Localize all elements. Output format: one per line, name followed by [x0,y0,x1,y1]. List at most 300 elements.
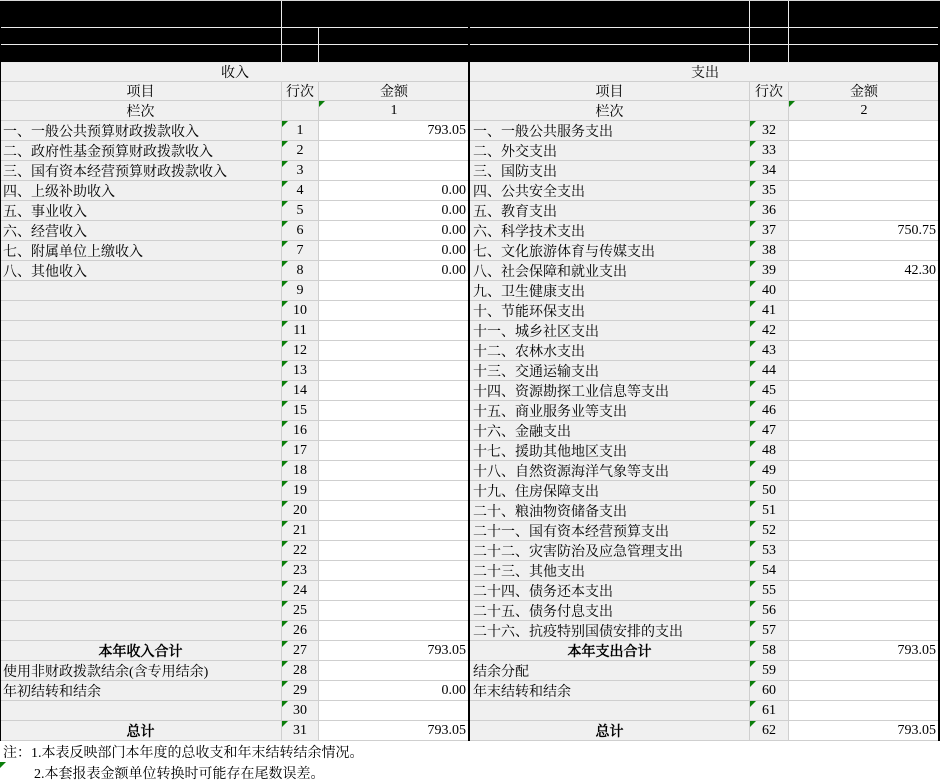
row-number-cell[interactable] [282,641,319,661]
item-cell[interactable] [470,701,750,721]
item-cell[interactable]: 年末结转和结余 [470,681,750,701]
note-line-1: 注：1.本表反映部门本年度的总收支和年末结转结余情况。 [3,745,364,761]
amount-cell[interactable] [319,421,470,441]
amount-cell[interactable] [319,361,470,381]
item-cell[interactable] [0,341,282,361]
item-cell[interactable]: 一、一般公共预算财政拨款收入 [0,121,282,141]
row-number-cell[interactable] [282,381,319,401]
amount-cell[interactable] [319,601,470,621]
amount-cell[interactable]: 42.30 [789,261,940,281]
column-index-cell[interactable] [789,101,940,121]
item-cell[interactable] [0,461,282,481]
item-cell[interactable]: 结余分配 [470,661,750,681]
amount-cell[interactable] [319,281,470,301]
row-number-cell[interactable] [750,261,789,281]
item-cell[interactable] [0,281,282,301]
row-number-value: 27 [293,642,307,658]
expenditure-section-title[interactable]: 支出 [470,63,940,82]
row-number-cell[interactable] [750,321,789,341]
item-cell[interactable]: 九、卫生健康支出 [470,281,750,301]
error-indicator-icon [750,661,756,667]
redacted-cell[interactable] [0,45,282,63]
item-cell[interactable] [0,481,282,501]
row-number-value: 54 [762,562,776,578]
column-index-value: 2 [860,102,868,118]
item-cell[interactable]: 三、国防支出 [470,161,750,181]
row-number-value: 59 [762,662,776,678]
item-cell[interactable]: 十四、资源勘探工业信息等支出 [470,381,750,401]
error-indicator-icon [282,581,288,587]
error-indicator-icon [750,421,756,427]
amount-cell[interactable] [789,501,940,521]
amount-cell[interactable] [789,561,940,581]
item-cell[interactable]: 本年支出合计 [470,641,750,661]
row-number-value: 30 [293,702,307,718]
amount-cell[interactable]: 750.75 [789,221,940,241]
item-cell[interactable]: 五、事业收入 [0,201,282,221]
row-number-value: 20 [293,502,307,518]
error-indicator-icon [750,561,756,567]
amount-cell[interactable] [789,161,940,181]
redacted-cell[interactable] [469,28,750,45]
amount-cell[interactable] [319,661,470,681]
error-indicator-icon [282,481,288,487]
redacted-cell[interactable] [750,1,789,28]
error-indicator-icon [750,441,756,447]
amount-cell[interactable] [319,481,470,501]
expenditure-rows [470,121,940,741]
error-indicator-icon [282,141,288,147]
notes [0,741,940,784]
amount-cell[interactable] [789,481,940,501]
row-number-cell[interactable] [750,641,789,661]
row-number-value: 36 [762,202,776,218]
error-indicator-icon [750,721,756,727]
item-cell[interactable]: 十一、城乡社区支出 [470,321,750,341]
row-number-cell[interactable] [282,301,319,321]
error-indicator-icon [282,721,288,727]
row-number-value: 8 [296,262,304,278]
row-number-value: 44 [762,362,776,378]
row-number-value: 38 [762,242,776,258]
amount-cell[interactable] [789,461,940,481]
amount-cell[interactable] [319,581,470,601]
amount-cell[interactable]: 793.05 [789,641,940,661]
amount-cell[interactable]: 0.00 [319,241,470,261]
amount-cell[interactable] [789,241,940,261]
redacted-cell[interactable] [0,1,282,28]
item-cell[interactable]: 十九、住房保障支出 [470,481,750,501]
item-cell[interactable]: 十、节能环保支出 [470,301,750,321]
row-number-cell[interactable] [750,421,789,441]
amount-cell[interactable] [789,421,940,441]
item-cell[interactable]: 十八、自然资源海洋气象等支出 [470,461,750,481]
item-cell[interactable] [0,601,282,621]
amount-cell[interactable] [789,621,940,641]
error-indicator-icon [282,521,288,527]
row-number-cell[interactable] [750,501,789,521]
row-number-value: 23 [293,562,307,578]
note-line-2 [0,762,940,783]
item-cell[interactable]: 十七、援助其他地区支出 [470,441,750,461]
row-number-cell[interactable] [750,601,789,621]
row-number-value: 6 [296,222,304,238]
amount-cell[interactable] [789,121,940,141]
row-number-value: 15 [293,402,307,418]
column-header-amount[interactable]: 金额 [319,82,470,101]
redacted-cell[interactable] [282,28,319,45]
row-number-cell[interactable] [282,221,319,241]
item-cell[interactable]: 八、其他收入 [0,261,282,281]
redacted-cell[interactable] [789,45,940,63]
amount-cell[interactable] [319,501,470,521]
item-cell[interactable]: 二十四、债务还本支出 [470,581,750,601]
row-number-cell[interactable] [282,501,319,521]
error-indicator-icon [282,421,288,427]
lanci-blank-cell[interactable] [282,101,319,121]
row-number-cell[interactable] [750,521,789,541]
amount-cell[interactable] [789,661,940,681]
item-cell[interactable] [0,581,282,601]
redacted-cell[interactable] [750,28,789,45]
row-number-cell[interactable] [282,161,319,181]
item-cell[interactable]: 七、附属单位上缴收入 [0,241,282,261]
amount-cell[interactable] [789,381,940,401]
row-number-cell[interactable] [750,541,789,561]
column-header-item[interactable]: 项目 [0,82,282,101]
row-number-cell[interactable] [282,521,319,541]
row-number-cell[interactable] [750,221,789,241]
item-cell[interactable]: 本年收入合计 [0,641,282,661]
row-number-value: 40 [762,282,776,298]
item-cell[interactable]: 二十二、灾害防治及应急管理支出 [470,541,750,561]
item-cell[interactable] [0,441,282,461]
income-section-title[interactable]: 收入 [0,63,470,82]
amount-cell[interactable] [789,181,940,201]
amount-cell[interactable] [789,201,940,221]
item-cell[interactable]: 二十、粮油物资储备支出 [470,501,750,521]
row-number-value: 18 [293,462,307,478]
income-rows [0,121,470,741]
redacted-cell[interactable] [282,1,750,28]
row-number-cell[interactable] [282,601,319,621]
error-indicator-icon [282,381,288,387]
error-indicator-icon [750,461,756,467]
row-number-cell[interactable] [750,361,789,381]
row-number-cell[interactable] [282,401,319,421]
row-number-cell[interactable] [282,421,319,441]
item-cell[interactable]: 二、政府性基金预算财政拨款收入 [0,141,282,161]
row-number-value: 46 [762,402,776,418]
row-number-cell[interactable] [282,441,319,461]
table-body [0,63,940,741]
item-cell[interactable] [0,701,282,721]
amount-cell[interactable]: 0.00 [319,681,470,701]
redacted-header [0,1,940,63]
row-number-cell[interactable] [282,281,319,301]
amount-cell[interactable]: 0.00 [319,261,470,281]
error-indicator-icon [750,241,756,247]
row-number-cell[interactable] [282,541,319,561]
amount-cell[interactable] [789,301,940,321]
item-cell[interactable]: 四、上级补助收入 [0,181,282,201]
amount-cell[interactable] [789,321,940,341]
item-cell[interactable] [0,421,282,441]
row-number-cell[interactable] [750,301,789,321]
row-number-value: 12 [293,342,307,358]
row-number-cell[interactable] [750,381,789,401]
amount-cell[interactable] [319,441,470,461]
amount-cell[interactable] [319,461,470,481]
row-number-value: 41 [762,302,776,318]
row-number-value: 58 [762,642,776,658]
row-number-cell[interactable] [750,341,789,361]
row-number-value: 17 [293,442,307,458]
row-number-cell[interactable] [750,701,789,721]
error-indicator-icon [282,261,288,267]
item-cell[interactable] [0,521,282,541]
row-number-cell[interactable] [282,341,319,361]
row-number-cell[interactable] [282,241,319,261]
error-indicator-icon [750,481,756,487]
error-indicator-icon [750,301,756,307]
row-number-value: 16 [293,422,307,438]
income-section [0,63,470,741]
row-number-value: 19 [293,482,307,498]
column-header-item[interactable]: 项目 [470,82,750,101]
column-index-cell[interactable] [319,101,470,121]
row-number-cell[interactable] [282,181,319,201]
expenditure-section [470,63,940,741]
row-number-cell[interactable] [282,361,319,381]
row-number-cell[interactable] [750,121,789,141]
amount-cell[interactable] [789,701,940,721]
row-number-value: 25 [293,602,307,618]
item-cell[interactable]: 八、社会保障和就业支出 [470,261,750,281]
row-number-value: 21 [293,522,307,538]
redacted-cell[interactable] [319,28,469,45]
row-number-value: 34 [762,162,776,178]
column-header-row-no[interactable]: 行次 [282,82,319,101]
amount-cell[interactable] [789,521,940,541]
row-number-cell[interactable] [282,141,319,161]
error-indicator-icon [750,281,756,287]
row-number-cell[interactable] [750,461,789,481]
row-number-cell[interactable] [282,461,319,481]
error-indicator-icon [282,541,288,547]
amount-cell[interactable] [789,601,940,621]
amount-cell[interactable] [319,381,470,401]
amount-cell[interactable]: 793.05 [319,121,470,141]
section-divider [468,1,470,741]
item-cell[interactable] [0,501,282,521]
error-indicator-icon [750,641,756,647]
column-header-amount[interactable]: 金额 [789,82,940,101]
error-indicator-icon [750,261,756,267]
row-number-value: 14 [293,382,307,398]
row-number-value: 55 [762,582,776,598]
error-indicator-icon [750,621,756,627]
item-cell[interactable]: 四、公共安全支出 [470,181,750,201]
lanci-label-cell[interactable]: 栏次 [0,101,282,121]
error-indicator-icon [750,201,756,207]
item-cell[interactable]: 二、外交支出 [470,141,750,161]
amount-cell[interactable] [789,281,940,301]
amount-cell[interactable]: 0.00 [319,221,470,241]
row-number-value: 26 [293,622,307,638]
row-number-cell[interactable] [750,141,789,161]
item-cell[interactable]: 二十一、国有资本经营预算支出 [470,521,750,541]
row-number-cell[interactable] [750,721,789,741]
row-number-cell[interactable] [282,481,319,501]
amount-cell[interactable] [319,141,470,161]
row-number-cell[interactable] [282,721,319,741]
amount-cell[interactable] [319,561,470,581]
item-cell[interactable]: 六、科学技术支出 [470,221,750,241]
amount-cell[interactable]: 793.05 [319,641,470,661]
item-cell[interactable]: 二十五、债务付息支出 [470,601,750,621]
item-cell[interactable]: 总计 [0,721,282,741]
row-number-value: 31 [293,722,307,738]
amount-cell[interactable] [319,341,470,361]
error-indicator-icon [282,281,288,287]
amount-cell[interactable]: 0.00 [319,181,470,201]
amount-cell[interactable] [319,541,470,561]
row-number-cell[interactable] [750,441,789,461]
amount-cell[interactable] [319,521,470,541]
redacted-cell[interactable] [282,45,319,63]
column-header-row-no[interactable]: 行次 [750,82,789,101]
row-number-cell[interactable] [282,701,319,721]
row-number-cell[interactable] [282,561,319,581]
error-indicator-icon [282,401,288,407]
item-cell[interactable]: 一、一般公共服务支出 [470,121,750,141]
error-indicator-icon [319,101,325,107]
redacted-cell[interactable] [0,28,282,45]
row-number-cell[interactable] [282,661,319,681]
row-number-value: 37 [762,222,776,238]
item-cell[interactable]: 五、教育支出 [470,201,750,221]
item-cell[interactable] [0,561,282,581]
error-indicator-icon [750,541,756,547]
row-number-value: 56 [762,602,776,618]
error-indicator-icon [282,221,288,227]
error-indicator-icon [282,321,288,327]
item-cell[interactable]: 年初结转和结余 [0,681,282,701]
row-number-cell[interactable] [750,481,789,501]
item-cell[interactable] [0,541,282,561]
item-cell[interactable]: 二十三、其他支出 [470,561,750,581]
item-cell[interactable] [0,361,282,381]
redacted-cell[interactable] [319,45,469,63]
item-cell[interactable]: 七、文化旅游体育与传媒支出 [470,241,750,261]
amount-cell[interactable] [789,341,940,361]
item-cell[interactable]: 十五、商业服务业等支出 [470,401,750,421]
item-cell[interactable] [0,301,282,321]
amount-cell[interactable] [319,301,470,321]
row-number-cell[interactable] [750,661,789,681]
row-number-cell[interactable] [282,121,319,141]
row-number-cell[interactable] [750,201,789,221]
row-number-cell[interactable] [750,241,789,261]
redacted-cell[interactable] [750,45,789,63]
row-number-cell[interactable] [282,621,319,641]
item-cell[interactable]: 总计 [470,721,750,741]
item-cell[interactable]: 十三、交通运输支出 [470,361,750,381]
amount-cell[interactable] [789,681,940,701]
item-cell[interactable] [0,621,282,641]
error-indicator-icon [282,181,288,187]
row-number-value: 35 [762,182,776,198]
amount-cell[interactable] [789,361,940,381]
row-number-cell[interactable] [750,581,789,601]
amount-cell[interactable] [789,401,940,421]
item-cell[interactable]: 十六、金融支出 [470,421,750,441]
error-indicator-icon [282,501,288,507]
item-cell[interactable] [0,401,282,421]
redacted-cell[interactable] [789,1,940,28]
redacted-cell[interactable] [789,28,940,45]
error-indicator-icon [750,121,756,127]
row-number-value: 13 [293,362,307,378]
row-number-cell[interactable] [750,401,789,421]
item-cell[interactable]: 使用非财政拨款结余(含专用结余) [0,661,282,681]
amount-cell[interactable]: 793.05 [789,721,940,741]
item-cell[interactable] [0,381,282,401]
amount-cell[interactable] [789,581,940,601]
item-cell[interactable] [0,321,282,341]
amount-cell[interactable] [319,701,470,721]
row-number-value: 39 [762,262,776,278]
row-number-cell[interactable] [750,181,789,201]
amount-cell[interactable] [319,161,470,181]
amount-cell[interactable] [789,441,940,461]
amount-cell[interactable] [319,401,470,421]
row-number-cell[interactable] [282,201,319,221]
item-cell[interactable]: 二十六、抗疫特别国债安排的支出 [470,621,750,641]
amount-cell[interactable] [789,141,940,161]
amount-cell[interactable] [319,621,470,641]
row-number-cell[interactable] [282,321,319,341]
item-cell[interactable]: 六、经营收入 [0,221,282,241]
row-number-value: 4 [296,182,304,198]
row-number-cell[interactable] [282,261,319,281]
amount-cell[interactable] [789,541,940,561]
row-number-cell[interactable] [750,281,789,301]
row-number-value: 51 [762,502,776,518]
item-cell[interactable]: 三、国有资本经营预算财政拨款收入 [0,161,282,181]
row-number-value: 11 [293,322,307,338]
error-indicator-icon [282,161,288,167]
error-indicator-icon [282,641,288,647]
row-number-cell[interactable] [750,621,789,641]
row-number-cell[interactable] [750,561,789,581]
row-number-value: 29 [293,682,307,698]
row-number-value: 43 [762,342,776,358]
row-number-cell[interactable] [750,681,789,701]
error-indicator-icon [282,301,288,307]
lanci-blank-cell[interactable] [750,101,789,121]
item-cell[interactable]: 十二、农林水支出 [470,341,750,361]
lanci-label-cell[interactable]: 栏次 [470,101,750,121]
row-number-cell[interactable] [282,581,319,601]
amount-cell[interactable] [319,321,470,341]
amount-cell[interactable]: 0.00 [319,201,470,221]
row-number-cell[interactable] [282,681,319,701]
amount-cell[interactable]: 793.05 [319,721,470,741]
redacted-cell[interactable] [469,45,750,63]
row-number-cell[interactable] [750,161,789,181]
